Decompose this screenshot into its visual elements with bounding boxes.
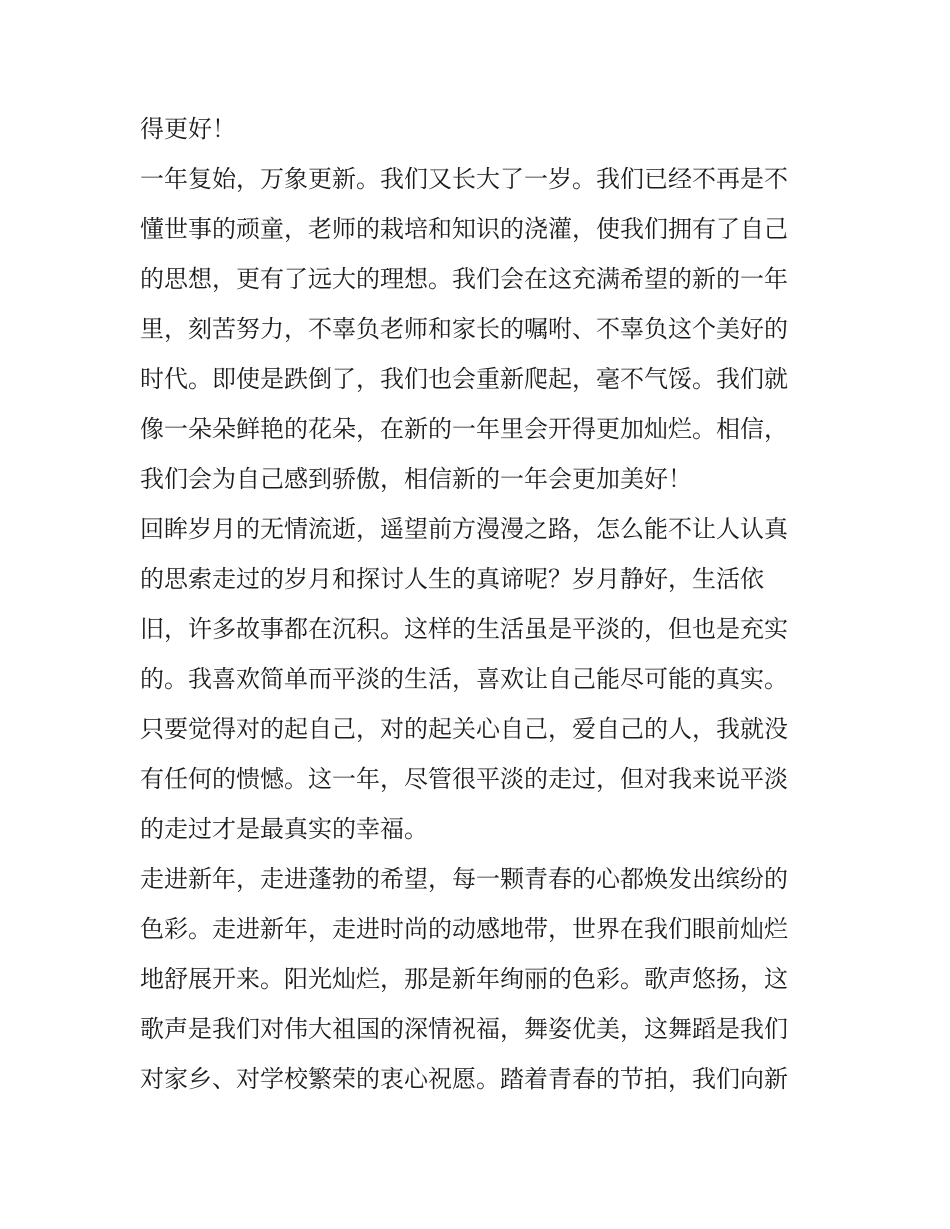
text-line: 歌声是我们对伟大祖国的深情祝福，舞姿优美，这舞蹈是我们 [140,1015,788,1043]
text-line: 像一朵朵鲜艳的花朵，在新的一年里会开得更加灿烂。相信， [140,415,788,443]
text-line: 的走过才是最真实的幸福。 [140,815,428,843]
text-line: 只要觉得对的起自己，对的起关心自己，爱自己的人，我就没 [140,715,788,743]
text-line: 的。我喜欢简单而平淡的生活，喜欢让自己能尽可能的真实。 [140,665,788,693]
text-line: 时代。即使是跌倒了，我们也会重新爬起，毫不气馁。我们就 [140,365,788,393]
text-line: 里，刻苦努力，不辜负老师和家长的嘱咐、不辜负这个美好的 [140,315,788,343]
text-line: 的思索走过的岁月和探讨人生的真谛呢？岁月静好，生活依 [140,565,764,593]
text-line: 色彩。走进新年，走进时尚的动感地带，世界在我们眼前灿烂 [140,915,788,943]
text-line: 对家乡、对学校繁荣的衷心祝愿。踏着青春的节拍，我们向新 [140,1065,788,1093]
text-line: 我们会为自己感到骄傲，相信新的一年会更加美好！ [140,465,692,493]
text-line: 旧，许多故事都在沉积。这样的生活虽是平淡的，但也是充实 [140,615,788,643]
text-line: 回眸岁月的无情流逝，遥望前方漫漫之路，怎么能不让人认真 [140,515,788,543]
document-body [140,104,812,1104]
text-line: 一年复始，万象更新。我们又长大了一岁。我们已经不再是不 [140,165,788,193]
text-line: 走进新年，走进蓬勃的希望，每一颗青春的心都焕发出缤纷的 [140,865,788,893]
text-line: 地舒展开来。阳光灿烂，那是新年绚丽的色彩。歌声悠扬，这 [140,965,788,993]
text-line: 有任何的愦憾。这一年，尽管很平淡的走过，但对我来说平淡 [140,765,788,793]
text-line: 的思想，更有了远大的理想。我们会在这充满希望的新的一年 [140,265,788,293]
text-line: 得更好！ [140,115,236,143]
text-line: 懂世事的顽童，老师的栽培和知识的浇灌，使我们拥有了自己 [140,215,788,243]
